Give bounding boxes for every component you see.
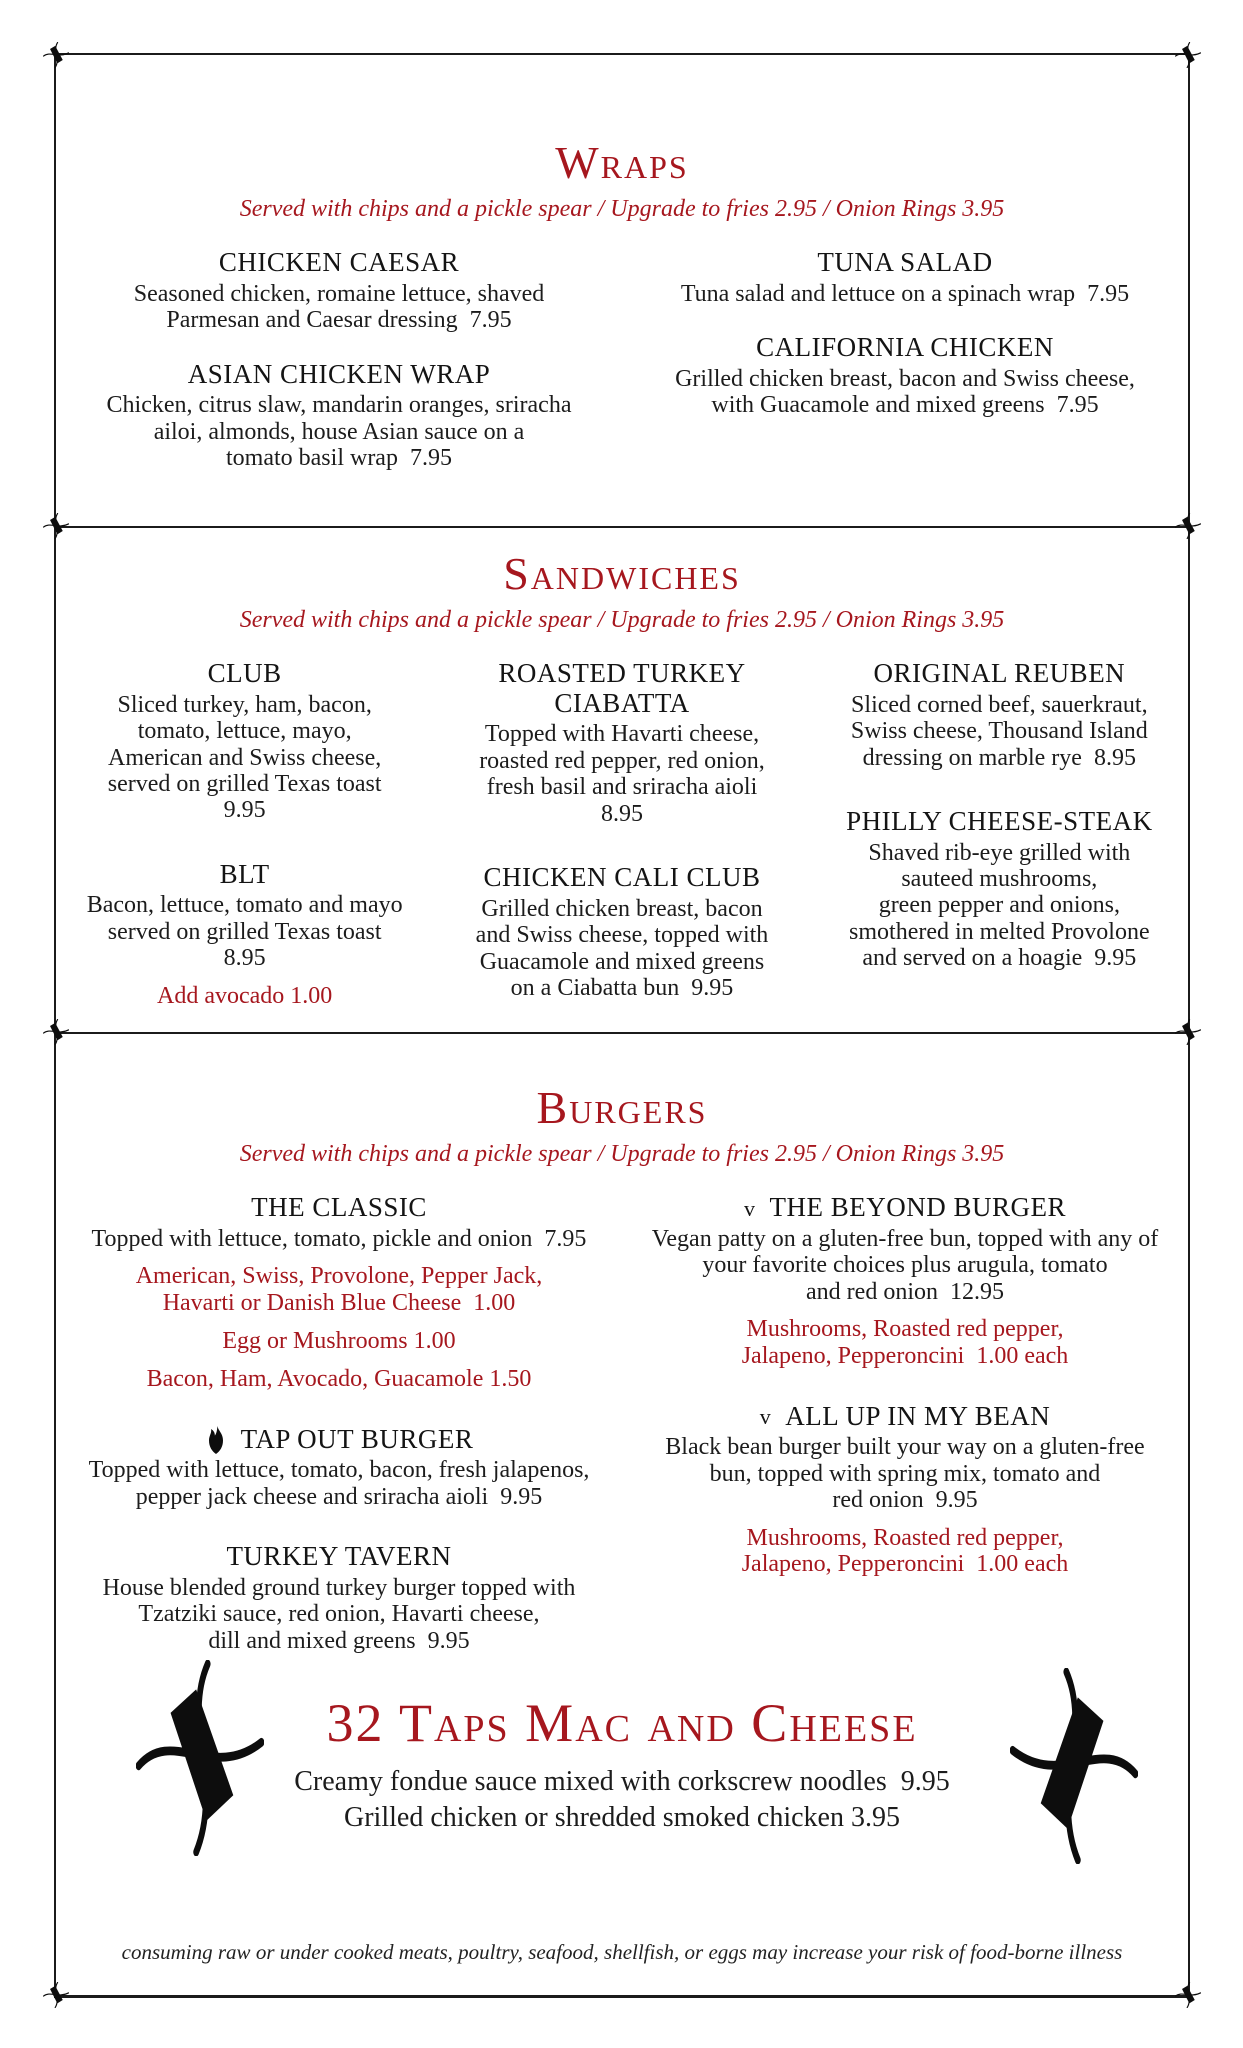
menu-item-note-line: Jalapeno, Pepperoncini 1.00 each: [741, 1551, 1069, 1578]
menu-item-title: [851, 659, 1148, 689]
menu-item: [92, 1193, 587, 1393]
menu-item-description: [107, 392, 572, 471]
menu-item-desc-line: 8.95: [600, 800, 643, 827]
menu-item-title: [89, 1425, 590, 1455]
menu-item-note-group: [665, 1525, 1144, 1579]
menu-item-title-text: CLUB: [207, 658, 282, 689]
feature-title: 32 Taps Mac and Cheese: [326, 1693, 918, 1753]
menu-item-title-text: TURKEY TAVERN: [226, 1541, 452, 1572]
menu-item-title-text: ORIGINAL REUBEN: [873, 658, 1126, 689]
menu-item-description: [92, 1226, 587, 1252]
menu-item-desc-line: Guacamole and mixed greens: [479, 948, 765, 975]
menu-item-note-group: [92, 1328, 587, 1355]
menu-item-description: [87, 892, 403, 971]
menu-item-desc-line: House blended ground turkey burger topped with: [102, 1574, 576, 1601]
menu-item: [846, 807, 1153, 972]
menu-item-description: [846, 840, 1153, 972]
menu-item-desc-line: with Guacamole and mixed greens 7.95: [711, 392, 1099, 419]
menu-item-title-text: THE CLASSIC: [251, 1192, 427, 1223]
menu-item: [87, 860, 403, 1010]
menu-item-title: [652, 1193, 1159, 1223]
menu-item: [134, 248, 545, 333]
menu-item-desc-line: Swiss cheese, Thousand Island: [850, 718, 1148, 745]
menu-item-desc-line: your favorite choices plus arugula, tomato: [702, 1252, 1108, 1279]
section-title-sandwiches: Sandwiches: [503, 548, 741, 599]
menu-column: [56, 248, 622, 471]
menu-item-title-text: ROASTED TURKEY CIABATTA: [498, 658, 746, 718]
menu-item-description: [108, 692, 382, 824]
feature-desc-line: Grilled chicken or shredded smoked chicken 3.95: [344, 1802, 900, 1834]
menu-item-description: [665, 1434, 1144, 1513]
menu-item-note-line: Mushrooms, Roasted red pepper,: [746, 1315, 1064, 1342]
menu-item: [652, 1193, 1159, 1370]
menu-column: [622, 248, 1188, 471]
menu-item-title-text: TUNA SALAD: [817, 247, 993, 278]
menu-item-desc-line: Topped with lettuce, tomato, pickle and onion 7.95: [91, 1225, 587, 1252]
menu-item-title-text: CALIFORNIA CHICKEN: [756, 332, 1054, 363]
menu-item-description: [851, 692, 1148, 771]
menu-item-desc-line: smothered in melted Provolone: [849, 918, 1150, 945]
menu-item-desc-line: fresh basil and sriracha aioli: [486, 774, 758, 801]
section-title-wraps: Wraps: [555, 137, 689, 188]
menu-item-desc-line: tomato basil wrap 7.95: [226, 445, 452, 472]
section-sandwiches: [56, 526, 1188, 1032]
menu-item-desc-line: Shaved rib-eye grilled with: [868, 839, 1131, 866]
menu-item-desc-line: 8.95: [223, 945, 266, 972]
menu-item: [851, 659, 1148, 771]
menu-column: [56, 659, 433, 1009]
menu-item-note-line: Jalapeno, Pepperoncini 1.00 each: [741, 1342, 1069, 1369]
vegetarian-marker: v: [759, 1404, 772, 1430]
menu-item-desc-line: Vegan patty on a gluten-free bun, topped with any of: [651, 1225, 1159, 1252]
menu-item-description: [89, 1457, 590, 1510]
menu-item-note-line: Bacon, Ham, Avocado, Guacamole 1.50: [146, 1365, 532, 1392]
menu-item-title: [846, 807, 1153, 837]
section-subtitle-wraps: Served with chips and a pickle spear / Upgrade to fries 2.95 / Onion Rings 3.95: [239, 196, 1005, 223]
menu-item-desc-line: Tzatziki sauce, red onion, Havarti cheese,: [138, 1601, 540, 1628]
menu-item: [476, 863, 769, 1001]
menu-item-title: [92, 1193, 587, 1223]
menu-item: [89, 1425, 590, 1510]
menu-item-title-text: ALL UP IN MY BEAN: [785, 1400, 1051, 1431]
menu-frame: [54, 53, 1190, 1998]
menu-item-note-line: Mushrooms, Roasted red pepper,: [746, 1524, 1064, 1551]
menu-item-desc-line: and red onion 12.95: [806, 1278, 1004, 1305]
burgers-columns: [56, 1193, 1188, 1654]
menu-item-title: [87, 860, 403, 890]
menu-item-note-line: Add avocado 1.00: [157, 982, 333, 1009]
menu-item-desc-line: Topped with lettuce, tomato, bacon, fresh jalapenos,: [88, 1457, 590, 1484]
disclaimer-text: consuming raw or under cooked meats, poultry, seafood, shellfish, or eggs may increase your risk of food-borne illness: [121, 1940, 1123, 1964]
section-burgers: [56, 1032, 1188, 1995]
menu-item-title-text: CHICKEN CAESAR: [218, 247, 460, 278]
menu-item-title: [108, 659, 382, 689]
feature-desc-line: Creamy fondue sauce mixed with corkscrew noodles 9.95: [294, 1766, 950, 1798]
menu-item-title-text: PHILLY CHEESE-STEAK: [846, 805, 1153, 836]
menu-item-desc-line: Seasoned chicken, romaine lettuce, shaved: [133, 280, 545, 307]
menu-item-title-text: BLT: [219, 858, 270, 889]
menu-item-description: [476, 896, 769, 1002]
menu-item-description: [134, 281, 545, 334]
menu-item-desc-line: roasted red pepper, red onion,: [479, 747, 765, 774]
menu-item-desc-line: sauteed mushrooms,: [901, 866, 1098, 893]
section-wraps: [56, 55, 1188, 526]
menu-item-desc-line: dressing on marble rye 8.95: [862, 744, 1136, 771]
menu-item-title-text: THE BEYOND BURGER: [769, 1192, 1066, 1223]
vegetarian-marker: v: [744, 1195, 756, 1221]
menu-item-desc-line: on a Ciabatta bun 9.95: [510, 974, 734, 1001]
menu-item-note-line: American, Swiss, Provolone, Pepper Jack,: [135, 1263, 543, 1290]
menu-item-desc-line: Sliced corned beef, sauerkraut,: [851, 691, 1148, 718]
menu-item-description: [681, 281, 1129, 307]
menu-column: [811, 659, 1188, 1009]
feature-mac-and-cheese: [56, 1692, 1188, 1837]
menu-item: [103, 1542, 576, 1654]
menu-item-title-text: TAP OUT BURGER: [240, 1423, 474, 1454]
section-subtitle-sandwiches: Served with chips and a pickle spear / Upgrade to fries 2.95 / Onion Rings 3.95: [239, 607, 1005, 634]
menu-item: [665, 1402, 1144, 1579]
menu-item-desc-line: and Swiss cheese, topped with: [475, 922, 769, 949]
menu-item: [108, 659, 382, 824]
menu-item-title: [665, 1402, 1144, 1432]
menu-item-desc-line: Bacon, lettuce, tomato and mayo: [86, 892, 403, 919]
menu-item: [433, 659, 810, 827]
menu-item: [681, 248, 1129, 307]
menu-item-desc-line: 9.95: [223, 797, 266, 824]
menu-item-title: [103, 1542, 576, 1572]
menu-column: [56, 1193, 622, 1654]
menu-item-note-line: Havarti or Danish Blue Cheese 1.00: [162, 1290, 516, 1317]
menu-item-desc-line: served on grilled Texas toast: [107, 918, 382, 945]
menu-item-description: [103, 1575, 576, 1654]
menu-item-desc-line: served on grilled Texas toast: [107, 770, 382, 797]
menu-item-desc-line: Chicken, citrus slaw, mandarin oranges, sriracha: [106, 392, 572, 419]
menu-item-title-text: ASIAN CHICKEN WRAP: [187, 358, 491, 389]
menu-item-desc-line: pepper jack cheese and sriracha aioli 9.95: [135, 1483, 543, 1510]
barbed-star-icon: [1010, 1668, 1138, 1864]
menu-item-desc-line: dill and mixed greens 9.95: [208, 1627, 470, 1654]
menu-item-desc-line: Parmesan and Caesar dressing 7.95: [166, 307, 512, 334]
flame-icon: [205, 1426, 227, 1454]
menu-item-desc-line: Topped with Havarti cheese,: [484, 721, 760, 748]
sandwiches-columns: [56, 659, 1188, 1009]
menu-item-desc-line: Grilled chicken breast, bacon: [481, 895, 763, 922]
section-title-burgers: Burgers: [536, 1082, 708, 1133]
menu-item-title: [134, 248, 545, 278]
barbed-star-icon: [136, 1660, 264, 1856]
menu-item-desc-line: American and Swiss cheese,: [108, 744, 382, 771]
menu-item-desc-line: and served on a hoagie 9.95: [862, 945, 1137, 972]
menu-item-title: [433, 659, 810, 718]
menu-item-note-group: [92, 1366, 587, 1393]
menu-item-desc-line: green pepper and onions,: [878, 892, 1120, 919]
wraps-columns: [56, 248, 1188, 471]
menu-item-title: [681, 248, 1129, 278]
menu-column: [622, 1193, 1188, 1654]
menu-item-note-group: [87, 983, 403, 1010]
menu-item-desc-line: tomato, lettuce, mayo,: [137, 718, 352, 745]
menu-item-desc-line: Sliced turkey, ham, bacon,: [117, 691, 372, 718]
menu-item-description: [433, 721, 810, 827]
menu-item: [107, 360, 572, 472]
menu-item-description: [675, 366, 1135, 419]
menu-column: [433, 659, 810, 1009]
menu-item-desc-line: red onion 9.95: [832, 1487, 978, 1514]
menu-item-description: [652, 1226, 1159, 1305]
menu-item-desc-line: ailoi, almonds, house Asian sauce on a: [153, 418, 525, 445]
menu-item-title-text: CHICKEN CALI CLUB: [483, 862, 761, 893]
menu-item-desc-line: Black bean burger built your way on a gluten-free: [665, 1434, 1145, 1461]
menu-item-desc-line: Tuna salad and lettuce on a spinach wrap 7.95: [680, 280, 1130, 307]
menu-item-desc-line: Grilled chicken breast, bacon and Swiss cheese,: [675, 365, 1135, 392]
menu-item-title: [107, 360, 572, 390]
menu-item-note-group: [92, 1263, 587, 1317]
menu-item-title: [476, 863, 769, 893]
menu-item: [675, 333, 1135, 418]
section-subtitle-burgers: Served with chips and a pickle spear / Upgrade to fries 2.95 / Onion Rings 3.95: [239, 1141, 1005, 1168]
menu-item-note-line: Egg or Mushrooms 1.00: [222, 1327, 456, 1354]
menu-item-note-group: [652, 1316, 1159, 1370]
menu-item-desc-line: bun, topped with spring mix, tomato and: [709, 1460, 1101, 1487]
menu-item-title: [675, 333, 1135, 363]
